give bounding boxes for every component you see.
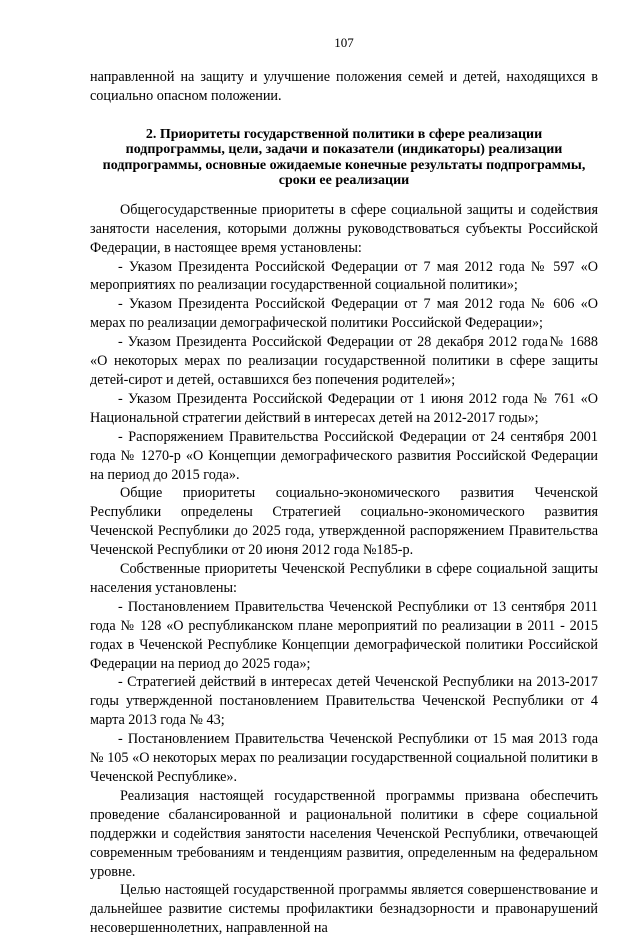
- document-page: [90, 34, 598, 938]
- list-item-strategy-43: - Стратегией действий в интересах детей Чеченской Республики на 2013-2017 годы утвержденной постановлением Правительства Чеченской Республики от 4 марта 2013 года № 43;: [90, 674, 598, 729]
- list-item-order-1270: - Распоряжением Правительства Российской Федерации от 24 сентября 2001 года № 1270-р «О Концепции демографического развития Российской Федерации на период до 2015 года».: [90, 428, 598, 483]
- paragraph-goal: Целью настоящей государственной программы является совершенствование и дальнейшее развитие системы профилактики безнадзорности и правонарушений несовершеннолетних, направленной на: [90, 882, 598, 937]
- list-item-decree-1688: - Указом Президента Российской Федерации от 28 декабря 2012 года№ 1688 «О некоторых мерах по реализации государственной политики в сфере защиты детей-сирот и детей, оставшихся без попечения родителей»;: [90, 334, 598, 388]
- page-number: 107: [334, 35, 354, 50]
- paragraph-implementation: Реализация настоящей государственной программы призвана обеспечить проведение сбалансированной и рациональной политики в сфере социальной поддержки и содействия занятости населения Чеченской Республики, отвечающей современным требованиям и тенденциям развития, определенным на федеральном уровне.: [90, 787, 598, 880]
- list-item-resolution-128: - Постановлением Правительства Чеченской Республики от 13 сентября 2011 года № 128 «О республиканском плане мероприятий по реализации в 2011 - 2015 годах в Чеченской Республике Концепции демографической политики Российской Федерации на период до 2025 года»;: [90, 598, 598, 672]
- list-item-decree-597: - Указом Президента Российской Федерации от 7 мая 2012 года № 597 «О мероприятиях по реализации государственной социальной политики»;: [90, 258, 598, 294]
- paragraph-own-priorities: Собственные приоритеты Чеченской Республики в сфере социальной защиты населения установлены:: [90, 561, 598, 596]
- list-item-decree-761: - Указом Президента Российской Федерации от 1 июня 2012 года № 761 «О Национальной стратегии действий в интересах детей на 2012-2017 годы»;: [90, 390, 598, 426]
- section-heading: 2. Приоритеты государственной политики в сфере реализации подпрограммы, цели, задачи и показатели (индикаторы) реализации подпрограммы, основные ожидаемые конечные результаты подпрограммы, сроки ее реализации: [102, 126, 586, 189]
- list-item-resolution-105: - Постановлением Правительства Чеченской Республики от 15 мая 2013 года № 105 «О некоторых мерах по реализации государственной социальной политики в Чеченской Республике».: [90, 731, 598, 785]
- paragraph-priorities-general: Общегосударственные приоритеты в сфере социальной защиты и содействия занятости населения, которыми должны руководствоваться субъекты Российской Федерации, в настоящее время установлены:: [90, 201, 598, 256]
- intro-paragraph: направленной на защиту и улучшение положения семей и детей, находящихся в социально опасном положении.: [90, 69, 598, 104]
- list-item-decree-606: - Указом Президента Российской Федерации от 7 мая 2012 года № 606 «О мерах по реализации демографической политики Российской Федерации»;: [90, 296, 598, 332]
- paragraph-general-priorities: Общие приоритеты социально-экономического развития Чеченской Республики определены Стратегией социально-экономического развития Чеченской Республики до 2025 года, утвержденной распоряжением Правительства Чеченской Республики от 20 июня 2012 года №185-р.: [90, 485, 598, 559]
